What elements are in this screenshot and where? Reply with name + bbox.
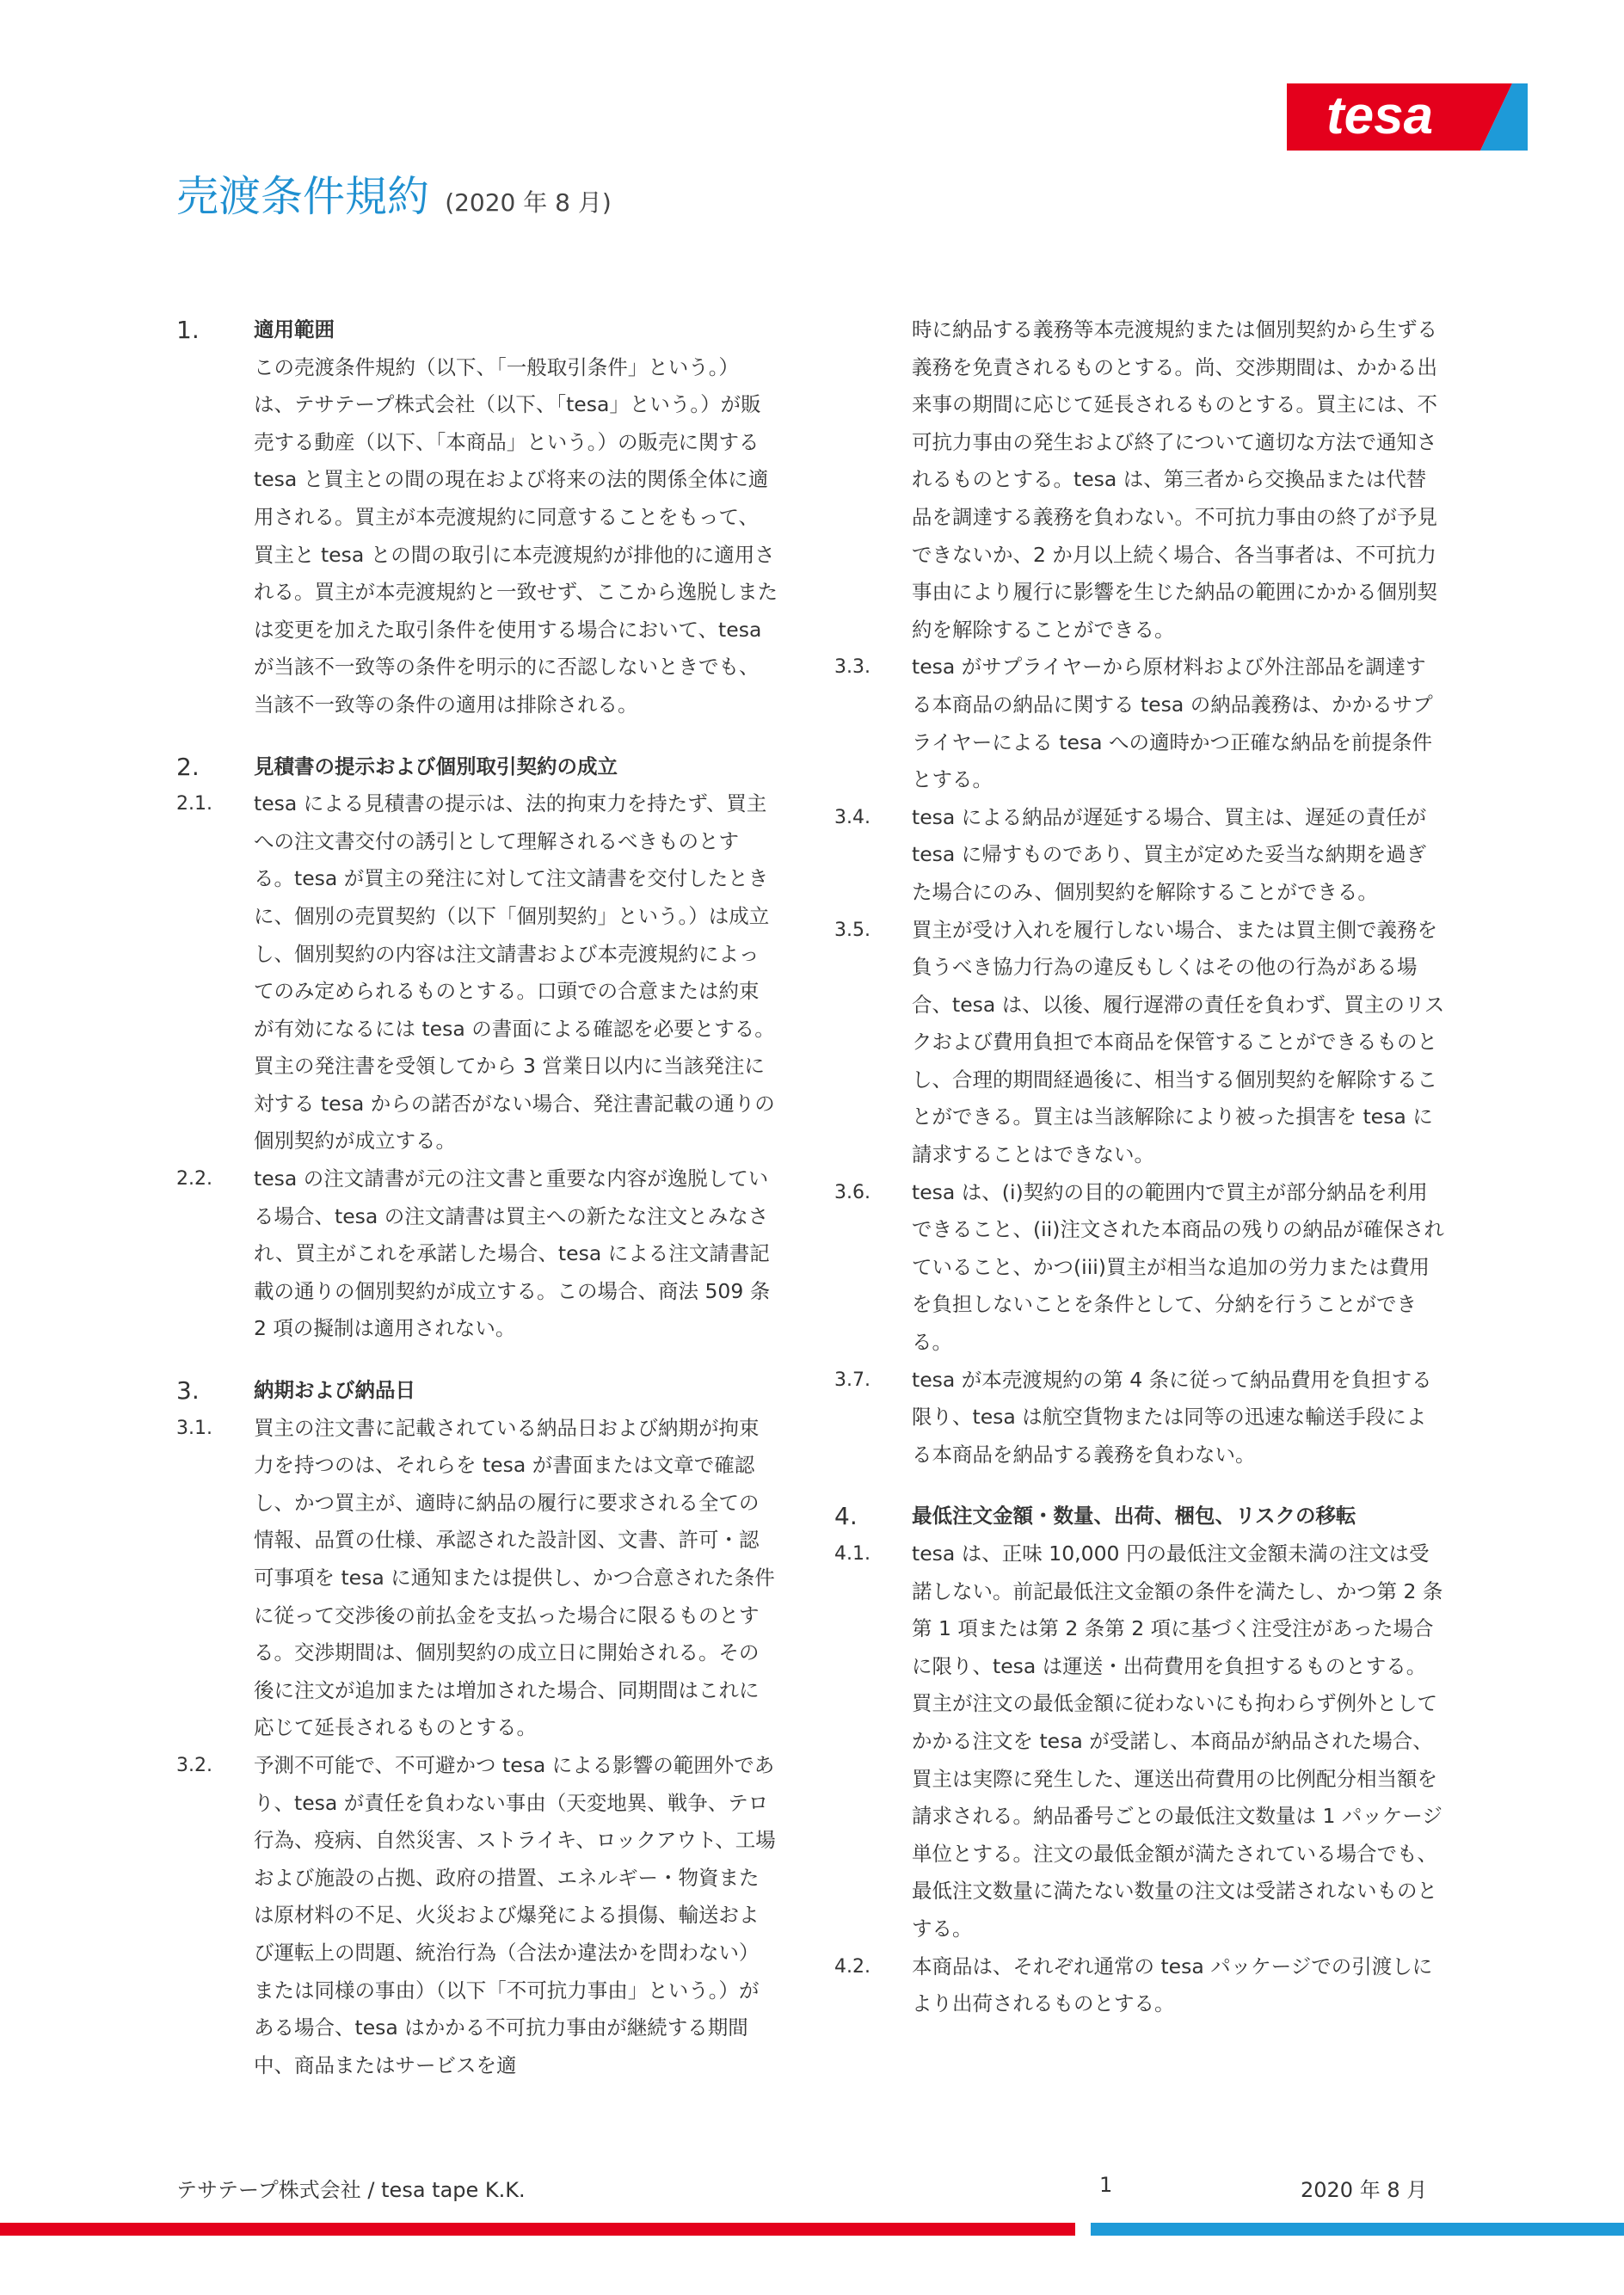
clause-text: tesa が本売渡規約の第 4 条に従って納品費用を負担する限り、tesa は航空貨物または同等の迅速な輸送手段による本商品を納品する義務を負わない。 (912, 1367, 1432, 1467)
section-number: 3. (176, 1376, 200, 1406)
clause (834, 1948, 1445, 2023)
clause-text: tesa による見積書の提示は、法的拘束力を持たず、買主への注文書交付の誘引として理解されるべきものとする。tesa が買主の発注に対して注文請書を交付したときに、個別の売買契約（以下「個別契約」という。）は成立し、個別契約の内容は注文請書および本売渡規約によってのみ定められるものとする。口頭での合意または約束が有効になるには tesa の書面による確認を必要とする。買主の発注書を受領してから 3 営業日以内に当該発注に対する tesa からの諾否がない場合、発注書記載の通りの個別契約が成立する。 (254, 791, 775, 1154)
document-title (176, 163, 612, 224)
section-title: 適用範囲 (254, 317, 335, 341)
clause-text: 時に納品する義務等本売渡規約または個別契約から生ずる義務を免責されるものとする。尚、交渉期間は、かかる出来事の期間に応じて延長されるものとする。買主には、不可抗力事由の発生および終了について適切な方法で通知されるものとする。tesa は、第三者から交換品または代替品を調達する義務を負わない。不可抗力事由の終了が予見できないか、2 か月以上続く場合、各当事者は、不可抗力事由により履行に影響を生じた納品の範囲にかかる個別契約を解除することができる。 (912, 317, 1437, 642)
body-text (176, 349, 778, 724)
section-number: 4. (834, 1502, 858, 1531)
clause-number: 3.2. (176, 1754, 212, 1776)
footer-blue-bar (1091, 2223, 1624, 2236)
clause (834, 1535, 1445, 1948)
clause (834, 912, 1445, 1174)
clause-number: 4.2. (834, 1955, 870, 1978)
clause-number: 3.3. (834, 656, 870, 679)
clause-number: 2.1. (176, 793, 212, 815)
logo-text: tesa (1326, 86, 1434, 145)
clause-text: この売渡条件規約（以下、「一般取引条件」という。）は、テサテープ株式会社（以下、「tesa」という。）が販売する動産（以下、「本商品」という。）の販売に関する tesa と買主との間の現在および将来の法的関係全体に適用される。買主が本売渡規約に同意することをもって、買主と tesa との間の取引に本売渡規約が排他的に適用される。買主が本売渡規約と一致せず、ここから逸脱しまたは変更を加えた取引条件を使用する場合において、tesa が当該不一致等の条件を明示的に否認しないときでも、当該不一致等の条件の適用は排除される。 (254, 354, 778, 717)
clause (834, 649, 1445, 798)
clause (834, 1362, 1445, 1474)
clause-text: 本商品は、それぞれ通常の tesa パッケージでの引渡しにより出荷されるものとする。 (912, 1954, 1433, 2016)
clause-number: 4.1. (834, 1543, 870, 1565)
clause (176, 785, 778, 1160)
clause-text: 買主の注文書に記載されている納品日および納期が拘束力を持つのは、それらを tesa が書面または文章で確認し、かつ買主が、適時に納品の履行に要求される全ての情報、品質の仕様、承認された設計図、文書、許可・認可事項を tesa に通知または提供し、かつ合意された条件に従って交渉後の前払金を支払った場合に限るものとする。交渉期間は、個別契約の成立日に開始される。その後に注文が追加または増加された場合、同期間はこれに応じて延長されるものとする。 (254, 1415, 775, 1740)
clause (176, 1747, 778, 2084)
section-title: 納期および納品日 (254, 1378, 415, 1403)
clause-number: 3.4. (834, 806, 870, 828)
footer-red-bar (0, 2223, 1075, 2236)
title-date: (2020 年 8 月) (445, 188, 612, 217)
section-heading (176, 748, 778, 786)
clause-text: tesa による納品が遅延する場合、買主は、遅延の責任が tesa に帰すものであり、買主が定めた妥当な納期を過ぎた場合にのみ、個別契約を解除することができる。 (912, 804, 1427, 904)
clause-number: 3.7. (834, 1369, 870, 1391)
clause-text: tesa がサプライヤーから原材料および外注部品を調達する本商品の納品に関する tesa の納品義務は、かかるサプライヤーによる tesa への適時かつ正確な納品を前提条件とする。 (912, 655, 1433, 792)
clause (176, 1160, 778, 1348)
section-heading (176, 311, 778, 349)
clause-text: tesa の注文請書が元の注文書と重要な内容が逸脱している場合、tesa の注文請書は買主への新たな注文とみなされ、買主がこれを承諾した場合、tesa による注文請書記載の通りの個別契約が成立する。この場合、商法 509 条 2 項の擬制は適用されない。 (254, 1166, 771, 1341)
right-column (834, 311, 1445, 2023)
clause-number: 3.6. (834, 1181, 870, 1203)
section-number: 2. (176, 752, 200, 781)
clause-text: tesa は、正味 10,000 円の最低注文金額未満の注文は受諾しない。前記最低注文金額の条件を満たし、かつ第 2 条第 1 項または第 2 条第 2 項に基づく注受注があった場合に限り、tesa は運送・出荷費用を負担するものとする。買主が注文の最低金額に従わないにも拘わらず例外としてかかる注文を tesa が受諾し、本商品が納品された場合、買主は実際に発生した、運送出荷費用の比例配分相当額を請求される。納品番号ごとの最低注文数量は 1 パッケージ単位とする。注文の最低金額が満たされている場合でも、最低注文数量に満たない数量の注文は受諾されないものとする。 (912, 1541, 1443, 1941)
clause-text: tesa は、(i)契約の目的の範囲内で買主が部分納品を利用できること、(ii)注文された本商品の残りの納品が確保されていること、かつ(iii)買主が相当な追加の労力または費用を負担しないことを条件として、分納を行うことができる。 (912, 1179, 1444, 1355)
footer-date: 2020 年 8 月 (1301, 2178, 1428, 2202)
clause-text: 予測不可能で、不可避かつ tesa による影響の範囲外であり、tesa が責任を負わない事由（天変地異、戦争、テロ行為、疫病、自然災害、ストライキ、ロックアウト、工場および施設の占拠、政府の措置、エネルギー・物資または原材料の不足、火災および爆発による損傷、輸送および運転上の問題、統治行為（合法か違法かを問わない）または同様の事由）（以下「不可抗力事由」という。）がある場合、tesa はかかる不可抗力事由が継続する期間中、商品またはサービスを適 (254, 1752, 776, 2077)
section-title: 最低注文金額・数量、出荷、梱包、リスクの移転 (912, 1504, 1356, 1529)
left-column (176, 311, 778, 2084)
section-heading (834, 1498, 1445, 1535)
tesa-logo (1287, 83, 1528, 151)
clause-number: 3.5. (834, 919, 870, 941)
clause-number: 3.1. (176, 1417, 212, 1439)
clause (176, 1410, 778, 1747)
clause (834, 799, 1445, 912)
title-main: 売渡条件規約 (176, 172, 430, 221)
footer-company: テサテープ株式会社 / tesa tape K.K. (176, 2178, 526, 2202)
clause (834, 1174, 1445, 1362)
section-number: 1. (176, 316, 200, 344)
section-title: 見積書の提示および個別取引契約の成立 (254, 754, 618, 778)
body-text (834, 311, 1445, 649)
section-heading (176, 1372, 778, 1410)
footer-page-number: 1 (1099, 2173, 1113, 2197)
clause-text: 買主が受け入れを履行しない場合、または買主側で義務を負うべき協力行為の違反もしくはその他の行為がある場合、tesa は、以後、履行遅滞の責任を負わず、買主のリスクおよび費用負担で本商品を保管することができるものとし、合理的期間経過後に、相当する個別契約を解除することができる。買主は当該解除により被った損害を tesa に請求することはできない。 (912, 917, 1445, 1167)
clause-number: 2.2. (176, 1168, 212, 1191)
